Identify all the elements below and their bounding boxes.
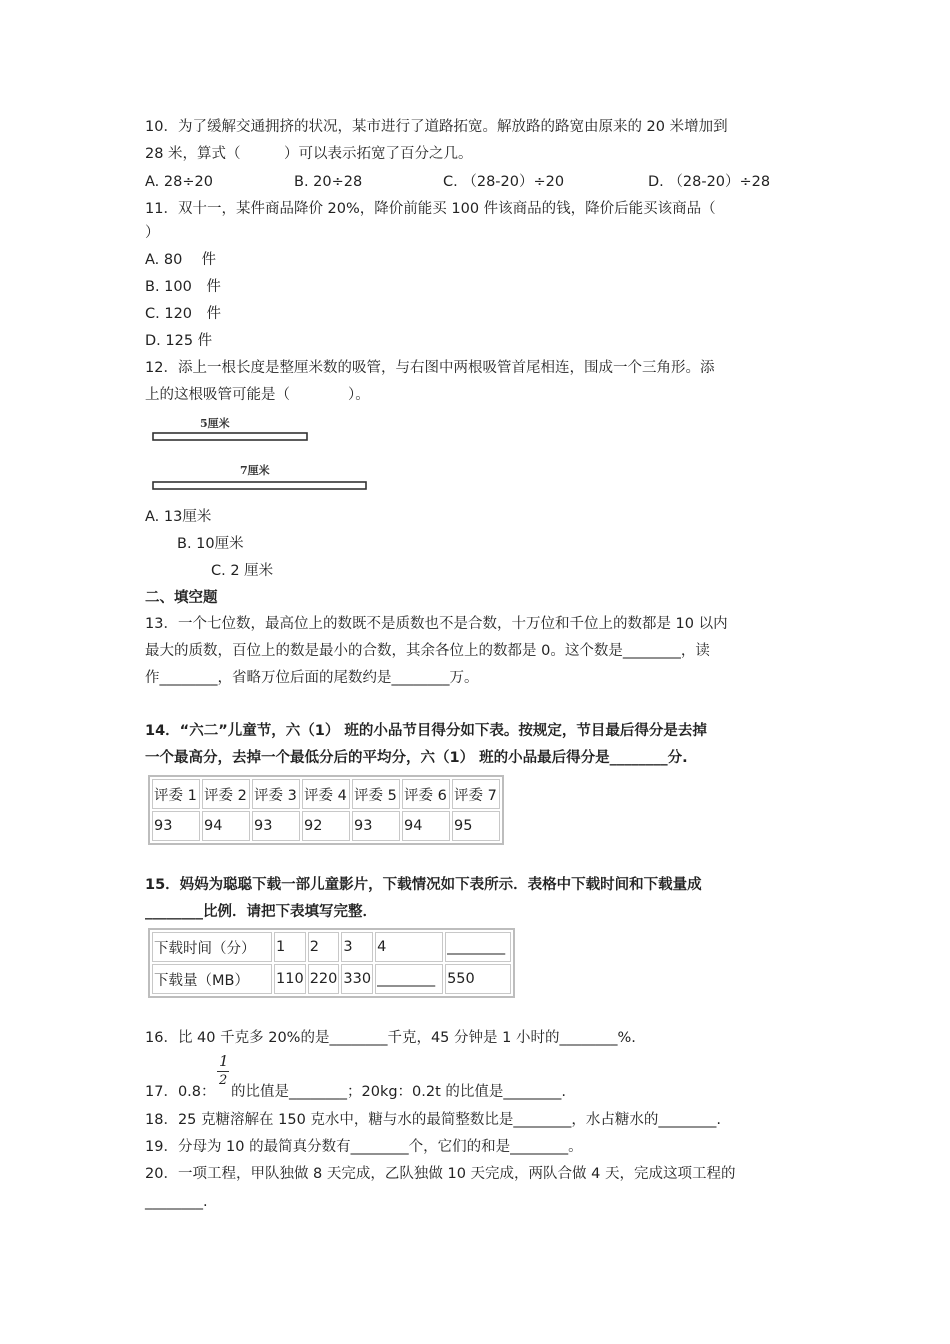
judge-header: 评委 1 [152,779,200,809]
table-cell: 4 [375,932,443,962]
straw-5cm [153,433,307,440]
table-cell: 2 [308,932,340,962]
judge-score: 94 [202,811,250,841]
q11-line1: 11．双十一，某件商品降价 20%，降价前能买 100 件该商品的钱，降价后能买该商品（ [145,201,716,217]
q11-line2: ） [145,225,160,241]
q16-line: 16．比 40 千克多 20%的是________千克，45 分钟是 1 小时的________%. [145,1030,636,1046]
q13-line2: 最大的质数，百位上的数是最小的合数，其余各位上的数都是 0。这个数是________，读 [145,643,710,659]
q17-prefix: 17．0.8： [145,1084,216,1100]
fraction-bar [217,1071,229,1072]
download-time-header: 下载时间（分） [152,932,272,962]
straws-figure [148,410,378,496]
q11-option-a: A. 80 件 [145,252,216,268]
judge-score: 92 [302,811,350,841]
judge-header: 评委 3 [252,779,300,809]
judge-score: 94 [402,811,450,841]
q11-option-d: D. 125 件 [145,333,213,349]
fraction-denominator: 2 [219,1073,228,1088]
judge-score: 95 [452,811,500,841]
table-row [152,811,500,841]
table-cell: 330 [341,964,373,994]
q17-rest: 的比值是________；20kg：0.2t 的比值是________. [231,1084,567,1100]
q14-line1: 14．“六二”儿童节，六（1） 班的小品节目得分如下表。按规定，节目最后得分是去掉 [145,723,707,739]
table-row [152,932,511,962]
fraction-numerator: 1 [219,1052,229,1070]
q19-line: 19．分母为 10 的最简真分数有________个，它们的和是________。 [145,1139,583,1155]
table-row [152,779,500,809]
q20-line2: ________. [145,1194,208,1210]
q13-line1: 13．一个七位数，最高位上的数既不是质数也不是合数，十万位和千位上的数都是 10 以内 [145,616,728,632]
q13-line3: 作________，省略万位后面的尾数约是________万。 [145,670,479,686]
table-row [152,964,511,994]
q12-option-a: A. 13厘米 [145,509,212,525]
q12-line1: 12．添上一根长度是整厘米数的吸管，与右图中两根吸管首尾相连，围成一个三角形。添 [145,360,715,376]
q10-option-b: B. 20÷28 [294,174,363,190]
q15-line1: 15．妈妈为聪聪下载一部儿童影片，下载情况如下表所示．表格中下载时间和下载量成 [145,877,702,893]
judge-header: 评委 6 [402,779,450,809]
table-cell: 3 [341,932,373,962]
q11-option-c: C. 120 件 [145,306,222,322]
judge-score: 93 [252,811,300,841]
answer-blank-cell: ________ [375,964,443,994]
download-size-header: 下载量（MB） [152,964,272,994]
q20-line1: 20．一项工程，甲队独做 8 天完成，乙队独做 10 天完成，两队合做 4 天，完成这项工程的 [145,1166,736,1182]
table-cell: 220 [308,964,340,994]
straw-7cm [153,482,366,489]
judge-header: 评委 5 [352,779,400,809]
straw-7cm-label: 7厘米 [240,464,270,477]
download-table [148,928,515,998]
q12-option-c: C. 2 厘米 [211,563,274,579]
straw-5cm-label: 5厘米 [200,417,230,430]
judge-header: 评委 7 [452,779,500,809]
table-cell: 110 [274,964,306,994]
q12-line2: 上的这根吸管可能是（ ）。 [145,387,370,403]
section-title: 二、填空题 [145,590,218,606]
q10-option-c: C. （28-20）÷20 [443,174,565,190]
table-cell: 1 [274,932,306,962]
q10-line2: 28 米，算式（ ）可以表示拓宽了百分之几。 [145,146,473,162]
q10-option-d: D. （28-20）÷28 [648,174,771,190]
q10-option-a: A. 28÷20 [145,174,213,190]
q15-line2: ________比例．请把下表填写完整． [145,904,377,920]
q14-line2: 一个最高分，去掉一个最低分后的平均分，六（1） 班的小品最后得分是________分. [145,750,688,766]
q12-option-b: B. 10厘米 [177,536,244,552]
judge-score: 93 [152,811,200,841]
q10-line1: 10．为了缓解交通拥挤的状况，某市进行了道路拓宽。解放路的路宽由原来的 20 米增加到 [145,119,728,135]
judge-score: 93 [352,811,400,841]
judge-header: 评委 4 [302,779,350,809]
q11-option-b: B. 100 件 [145,279,221,295]
scores-table [148,775,504,845]
answer-blank-cell: ________ [445,932,511,962]
table-cell: 550 [445,964,511,994]
q18-line: 18．25 克糖溶解在 150 克水中，糖与水的最简整数比是________，水占糖水的________. [145,1112,722,1128]
judge-header: 评委 2 [202,779,250,809]
